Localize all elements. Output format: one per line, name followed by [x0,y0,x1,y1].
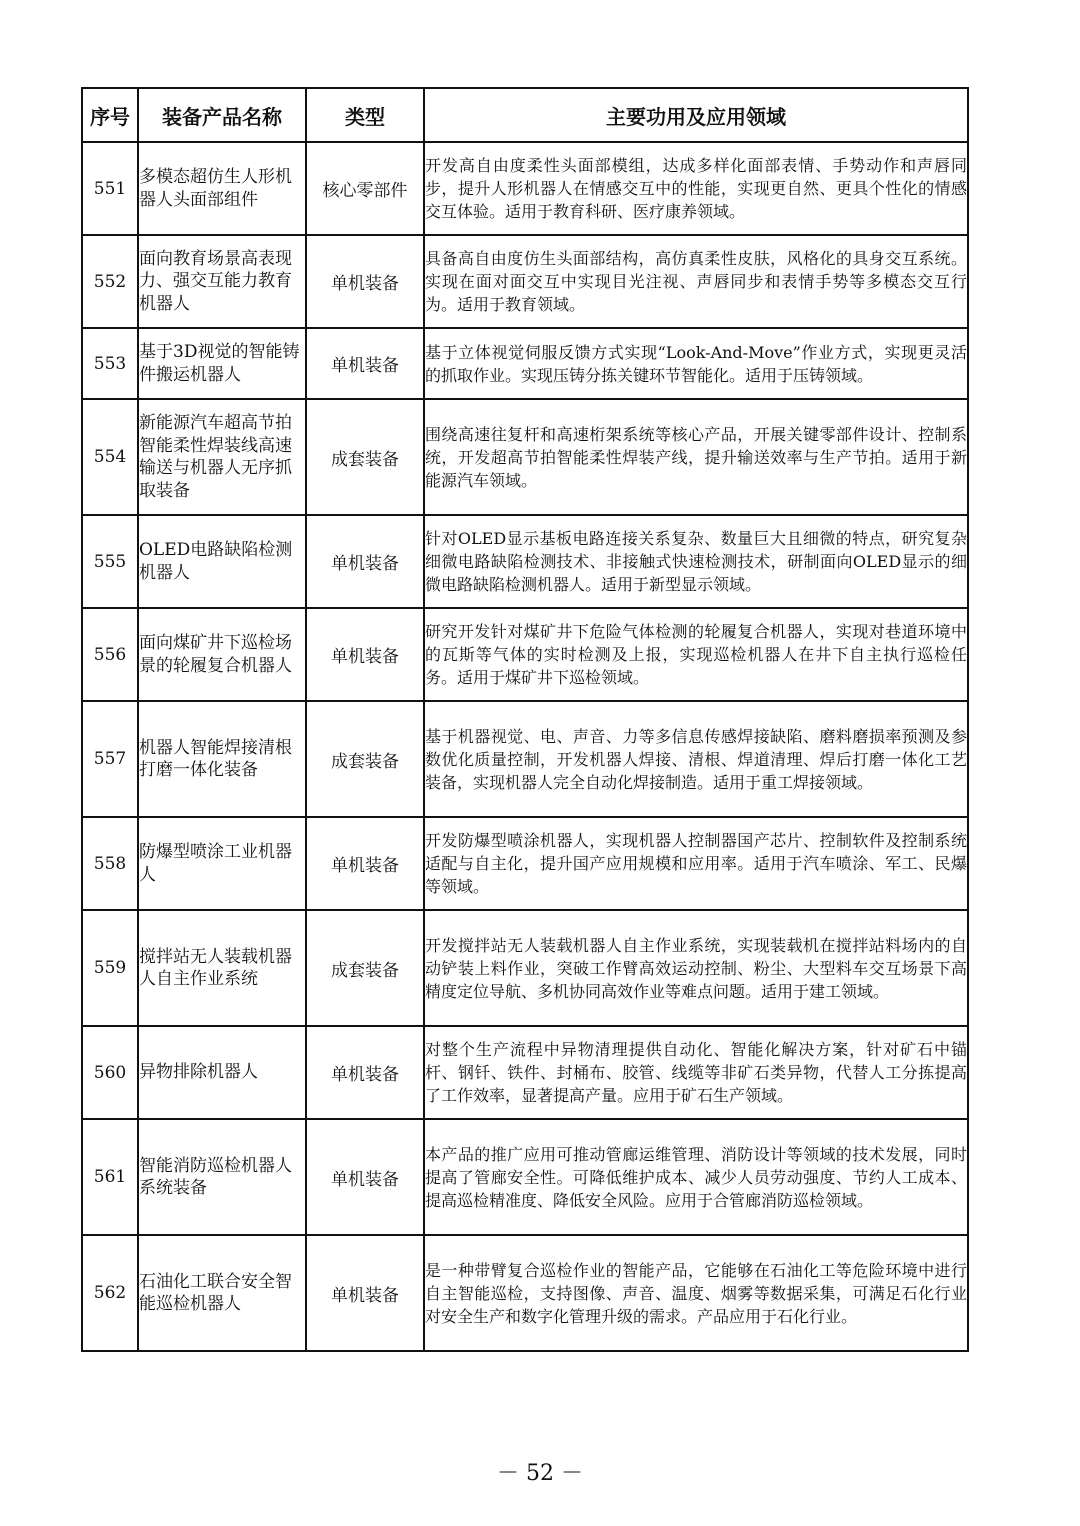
row-type: 单机装备 [306,608,424,701]
row-description: 针对OLED显示基板电路连接关系复杂、数量巨大且细微的特点，研究复杂细微电路缺陷检测技术、非接触式快速检测技术，研制面向OLED显示的细微电路缺陷检测机器人。适用于新型显示领域。 [424,515,968,608]
row-product-name: 新能源汽车超高节拍智能柔性焊装线高速输送与机器人无序抓取装备 [138,399,306,515]
row-description: 本产品的推广应用可推动管廊运维管理、消防设计等领域的技术发展，同时提高了管廊安全性。可降低维护成本、减少人员劳动强度、节约人工成本、提高巡检精准度、降低安全风险。应用于合管廊消防巡检领域。 [424,1119,968,1235]
table-row [82,328,968,399]
row-serial-number: 560 [82,1026,138,1119]
row-description: 开发搅拌站无人装载机器人自主作业系统，实现装载机在搅拌站料场内的自动铲装上料作业，突破工作臂高效运动控制、粉尘、大型料车交互场景下高精度定位导航、多机协同高效作业等难点问题。适用于建工领域。 [424,910,968,1026]
row-type: 成套装备 [306,701,424,817]
row-serial-number: 562 [82,1235,138,1351]
row-serial-number: 558 [82,817,138,910]
row-description: 对整个生产流程中异物清理提供自动化、智能化解决方案，针对矿石中锚杆、钢钎、铁件、封桶布、胶管、线缆等非矿石类异物，代替人工分拣提高了工作效率，显著提高产量。应用于矿石生产领域。 [424,1026,968,1119]
row-serial-number: 554 [82,399,138,515]
row-type: 单机装备 [306,235,424,328]
equipment-table [81,87,969,1352]
row-product-name: 面向教育场景高表现力、强交互能力教育机器人 [138,235,306,328]
row-serial-number: 551 [82,142,138,235]
row-product-name: 石油化工联合安全智能巡检机器人 [138,1235,306,1351]
table-header-row [82,88,968,142]
row-description: 具备高自由度仿生头面部结构，高仿真柔性皮肤，风格化的具身交互系统。实现在面对面交互中实现目光注视、声唇同步和表情手势等多模态交互行为。适用于教育领域。 [424,235,968,328]
row-serial-number: 557 [82,701,138,817]
row-serial-number: 559 [82,910,138,1026]
row-product-name: OLED电路缺陷检测机器人 [138,515,306,608]
row-product-name: 机器人智能焊接清根打磨一体化装备 [138,701,306,817]
row-serial-number: 552 [82,235,138,328]
row-product-name: 防爆型喷涂工业机器人 [138,817,306,910]
row-type: 单机装备 [306,1119,424,1235]
row-description: 围绕高速往复杆和高速桁架系统等核心产品，开展关键零部件设计、控制系统，开发超高节拍智能柔性焊装产线，提升输送效率与生产节拍。适用于新能源汽车领域。 [424,399,968,515]
row-type: 单机装备 [306,515,424,608]
table-row [82,235,968,328]
table-row [82,701,968,817]
page-number: － 52 － [497,1461,583,1486]
row-serial-number: 553 [82,328,138,399]
row-product-name: 搅拌站无人装载机器人自主作业系统 [138,910,306,1026]
table-row [82,1119,968,1235]
row-description: 基于立体视觉伺服反馈方式实现“Look-And-Move”作业方式，实现更灵活的抓取作业。实现压铸分拣关键环节智能化。适用于压铸领域。 [424,328,968,399]
row-serial-number: 561 [82,1119,138,1235]
table-row [82,910,968,1026]
row-product-name: 面向煤矿井下巡检场景的轮履复合机器人 [138,608,306,701]
header-type: 类型 [306,88,424,142]
row-description: 开发防爆型喷涂机器人，实现机器人控制器国产芯片、控制软件及控制系统适配与自主化，提升国产应用规模和应用率。适用于汽车喷涂、军工、民爆等领域。 [424,817,968,910]
row-description: 基于机器视觉、电、声音、力等多信息传感焊接缺陷、磨料磨损率预测及参数优化质量控制，开发机器人焊接、清根、焊道清理、焊后打磨一体化工艺装备，实现机器人完全自动化焊接制造。适用于重工焊接领域。 [424,701,968,817]
table-row [82,817,968,910]
row-type: 单机装备 [306,817,424,910]
row-type: 成套装备 [306,910,424,1026]
row-description: 研究开发针对煤矿井下危险气体检测的轮履复合机器人，实现对巷道环境中的瓦斯等气体的实时检测及上报，实现巡检机器人在井下自主执行巡检任务。适用于煤矿井下巡检领域。 [424,608,968,701]
row-product-name: 基于3D视觉的智能铸件搬运机器人 [138,328,306,399]
row-description: 开发高自由度柔性头面部模组，达成多样化面部表情、手势动作和声唇同步，提升人形机器人在情感交互中的性能，实现更自然、更具个性化的情感交互体验。适用于教育科研、医疗康养领域。 [424,142,968,235]
table-row [82,1235,968,1351]
table-row [82,608,968,701]
row-serial-number: 555 [82,515,138,608]
row-type: 核心零部件 [306,142,424,235]
row-serial-number: 556 [82,608,138,701]
row-type: 成套装备 [306,399,424,515]
row-type: 单机装备 [306,328,424,399]
header-function-application: 主要功用及应用领域 [424,88,968,142]
row-type: 单机装备 [306,1235,424,1351]
header-serial-number: 序号 [82,88,138,142]
table-row [82,515,968,608]
row-product-name: 智能消防巡检机器人系统装备 [138,1119,306,1235]
header-product-name: 装备产品名称 [138,88,306,142]
table-row [82,1026,968,1119]
table-row [82,142,968,235]
row-description: 是一种带臂复合巡检作业的智能产品，它能够在石油化工等危险环境中进行自主智能巡检，支持图像、声音、温度、烟雾等数据采集，可满足石化行业对安全生产和数字化管理升级的需求。产品应用于石化行业。 [424,1235,968,1351]
row-product-name: 多模态超仿生人形机器人头面部组件 [138,142,306,235]
row-product-name: 异物排除机器人 [138,1026,306,1119]
table-row [82,399,968,515]
row-type: 单机装备 [306,1026,424,1119]
